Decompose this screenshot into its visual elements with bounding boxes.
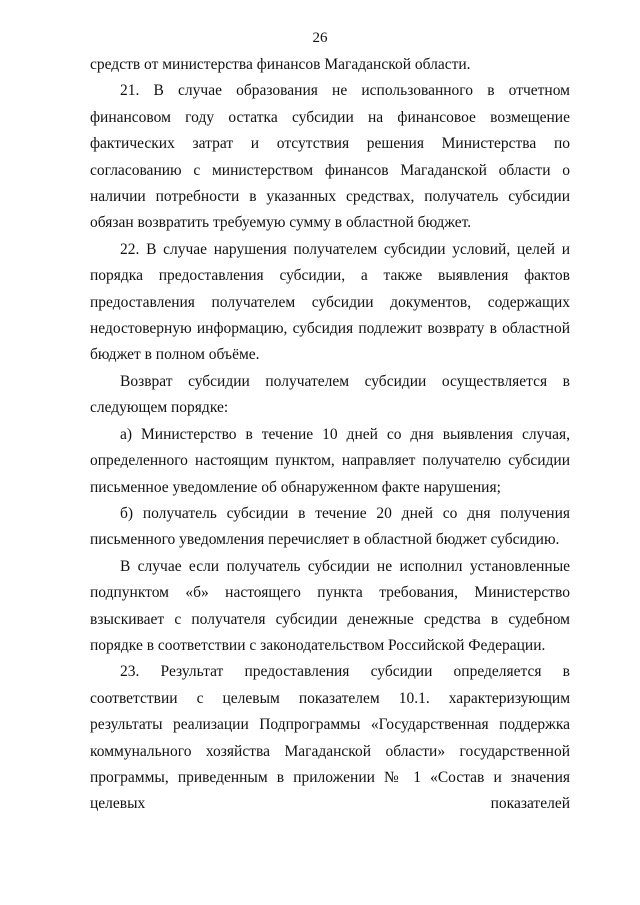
paragraph-item-a: а) Министерство в течение 10 дней со дня выявления случая, определенного настоящим пунктом, направляет получателю субсидии письменное уведомление об обнаруженном факте нарушения; [90, 425, 570, 496]
page-number: 26 [312, 30, 328, 46]
paragraph-22: 22. В случае нарушения получателем субсидии условий, целей и порядка предоставления субсидии, а также выявления фактов предоставления получателем субсидии документов, содержащих недостоверную информацию, субсидия подлежит возврату в областной бюджет в полном объёме. [90, 240, 570, 364]
paragraph-item-b: б) получатель субсидии в течение 20 дней со дня получения письменного уведомления перечисляет в областной бюджет субсидию. [90, 504, 570, 549]
paragraph-return-order: Возврат субсидии получателем субсидии осуществляется в следующем порядке: [90, 372, 570, 417]
paragraph-23: 23. Результат предоставления субсидии определяется в соответствии с целевым показателем 10.1. характеризующим результаты реализации Подпрограммы «Государственная поддержка коммунального хозяйства Магаданской области» государственной программы, приведенным в приложении № 1 «Состав и значения целевых показателей [90, 663, 570, 813]
document-body [90, 52, 570, 818]
paragraph-21: 21. В случае образования не использованного в отчетном финансовом году остатка субсидии на финансовое возмещение фактических затрат и отсутствия решения Министерства по согласованию с министерством финансов Магаданской области о наличии потребности в указанных средствах, получатель субсидии обязан возвратить требуемую сумму в областной бюджет. [90, 82, 570, 232]
paragraph-enforcement: В случае если получатель субсидии не исполнил установленные подпунктом «б» настоящего пункта требования, Министерство взыскивает с получателя субсидии денежные средства в судебном порядке в соответствии с законодательством Российской Федерации. [90, 557, 570, 654]
paragraph-continuation: средств от министерства финансов Магаданской области. [90, 56, 471, 73]
